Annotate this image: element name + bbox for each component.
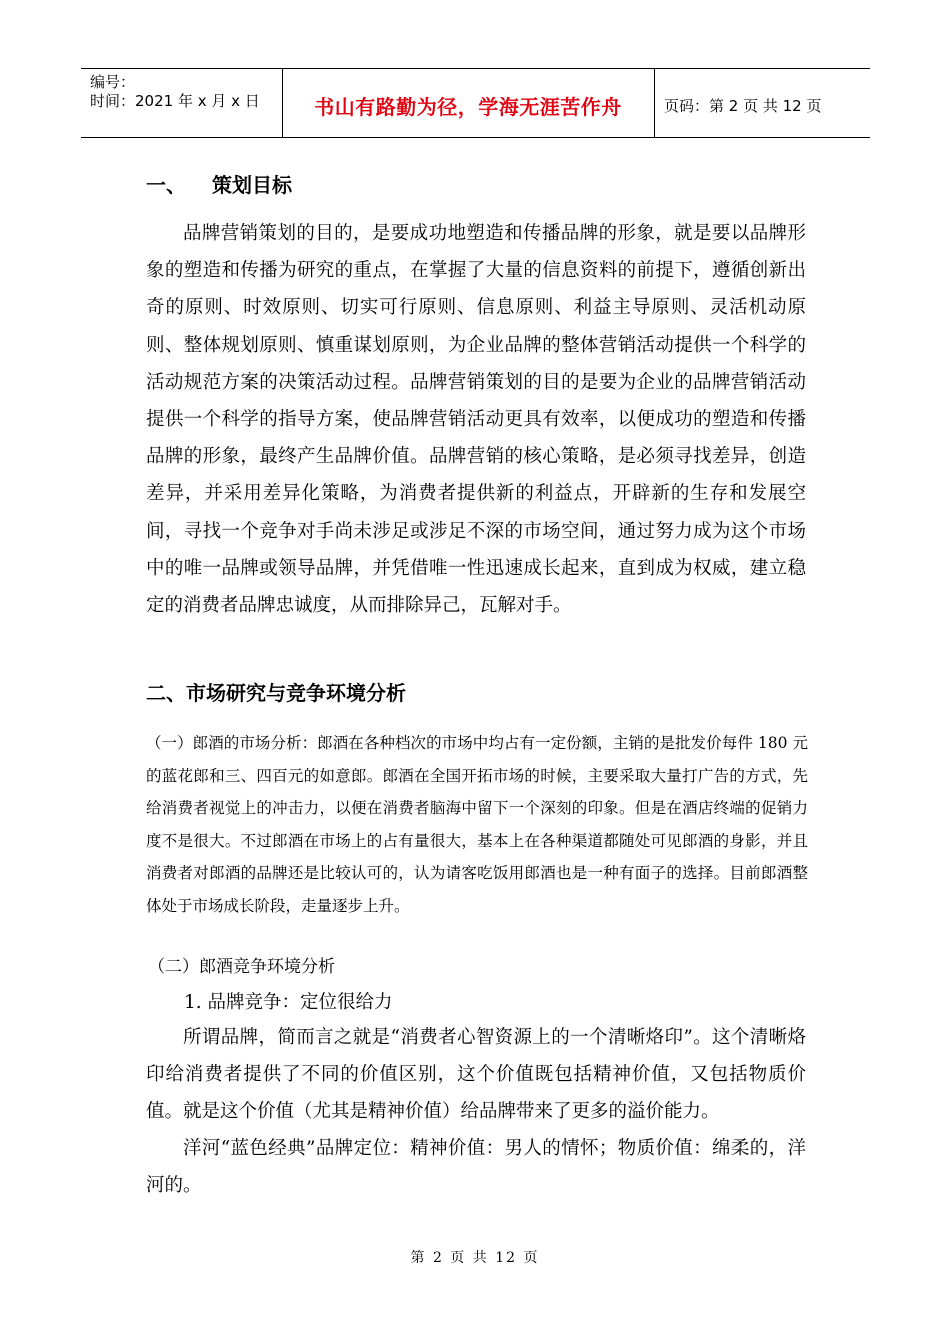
market-analysis-paragraph: （一）郎酒的市场分析：郎酒在各种档次的市场中均占有一定份额，主销的是批发价每件 180 元的蓝花郎和三、四百元的如意郎。郎酒在全国开拓市场的时候，主要采取大量打广告的方式，先给消费者视觉上的冲击力，以便在消费者脑海中留下一个深刻的印象。但是在酒店终端的促销力度不是很大。不过郎酒在市场上的占有量很大，基本上在各种渠道都随处可见郎酒的身影，并且消费者对郎酒的品牌还是比较认可的，认为请客吃饭用郎酒也是一种有面子的选择。目前郎酒整体处于市场成长阶段，走量逐步上升。 bbox=[146, 734, 808, 915]
brand-heading: 1. 品牌竞争：定位很给力 bbox=[184, 992, 393, 1013]
section1-title: 策划目标 bbox=[212, 173, 292, 197]
brand-paragraph: 所谓品牌，简而言之就是“消费者心智资源上的一个清晰烙印”。这个清晰烙印给消费者提供了不同的价值区别，这个价值既包括精神价值，又包括物质价值。就是这个价值（尤其是精神价值）给品牌带来了更多的溢价能力。 bbox=[146, 1027, 806, 1123]
motto: 书山有路勤为径，学海无涯苦作舟 bbox=[314, 95, 622, 119]
page-info: 页码：第 2 页 共 12 页 bbox=[664, 97, 822, 115]
yanghe-paragraph: 洋河“蓝色经典”品牌定位：精神价值：男人的情怀；物质价值：绵柔的，洋河的。 bbox=[146, 1138, 806, 1197]
section1-paragraph: 品牌营销策划的目的，是要成功地塑造和传播品牌的形象，就是要以品牌形象的塑造和传播为研究的重点，在掌握了大量的信息资料的前提下，遵循创新出奇的原则、时效原则、切实可行原则、信息原则、利益主导原则、灵活机动原则、整体规划原则、慎重谋划原则，为企业品牌的整体营销活动提供一个科学的活动规范方案的决策活动过程。品牌营销策划的目的是要为企业的品牌营销活动提供一个科学的指导方案，使品牌营销活动更具有效率，以便成功的塑造和传播品牌的形象，最终产生品牌价值。品牌营销的核心策略，是必须寻找差异，创造差异，并采用差异化策略，为消费者提供新的利益点，开辟新的生存和发展空间，寻找一个竞争对手尚未涉足或涉足不深的市场空间，通过努力成为这个市场中的唯一品牌或领导品牌，并凭借唯一性迅速成长起来，直到成为权威，建立稳定的消费者品牌忠诚度，从而排除异己，瓦解对手。 bbox=[146, 223, 806, 617]
competition-heading: （二）郎酒竞争环境分析 bbox=[148, 957, 335, 977]
page-footer: 第 2 页 共 12 页 bbox=[410, 1250, 540, 1266]
header-meta-cell bbox=[81, 69, 283, 137]
header-table bbox=[81, 68, 870, 138]
number-label: 编号： bbox=[90, 73, 136, 91]
section1-number: 一、 bbox=[146, 173, 186, 197]
section2-heading: 二、市场研究与竞争环境分析 bbox=[146, 681, 406, 705]
time-label: 时间：2021 年 x 月 x 日 bbox=[90, 92, 260, 110]
header-motto-cell bbox=[282, 69, 655, 137]
section1-heading bbox=[146, 173, 292, 197]
header-page-cell bbox=[655, 69, 870, 137]
